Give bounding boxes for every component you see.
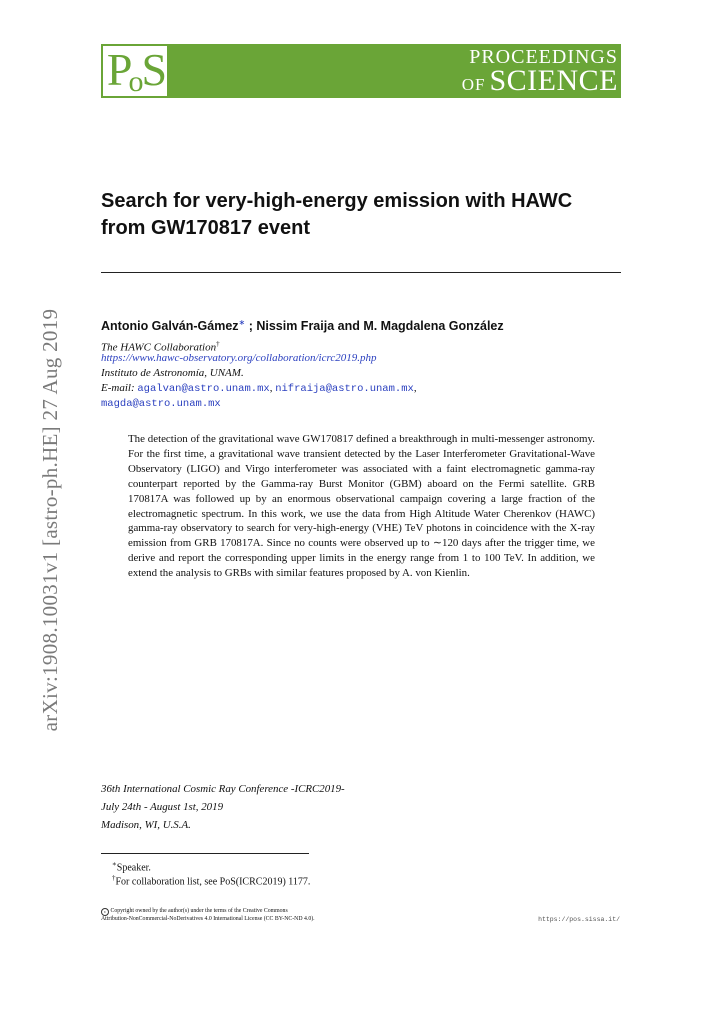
- email-label: E-mail:: [101, 382, 135, 394]
- email-1[interactable]: agalvan@astro.unam.mx: [137, 383, 270, 395]
- footnote-collaboration: †For collaboration list, see PoS(ICRC2019) 1177.: [112, 874, 311, 888]
- pos-logo: PoS: [106, 44, 164, 98]
- footnote-rule: [101, 853, 309, 854]
- conference-dates: July 24th - August 1st, 2019: [101, 801, 224, 813]
- of-science-label: [462, 66, 618, 101]
- speaker-mark: ∗: [238, 318, 246, 327]
- footnote-speaker: ∗Speaker.: [112, 860, 151, 874]
- collaboration-line: The HAWC Collaboration†: [101, 340, 220, 354]
- copyright-icon: c: [101, 908, 109, 916]
- of-label: OF: [461, 75, 486, 94]
- title-rule: [101, 272, 621, 273]
- author-list: [101, 318, 504, 333]
- email-3[interactable]: magda@astro.unam.mx: [101, 398, 221, 410]
- title-line-2: from GW170817 event: [101, 217, 310, 239]
- title-line-1: Search for very-high-energy emission with HAWC: [101, 190, 573, 212]
- paper-title: [101, 188, 621, 242]
- proceedings-label: PROCEEDINGS: [469, 46, 618, 68]
- collaboration-url[interactable]: https://www.hawc-observatory.org/collaboration/icrc2019.php: [101, 352, 377, 364]
- pos-url[interactable]: https://pos.sissa.it/: [538, 916, 620, 923]
- copyright-notice: c Copyright owned by the author(s) under the terms of the Creative Commons Attribution-NonCommercial-NoDerivatives 4.0 International License (CC BY-NC-ND 4.0).: [101, 908, 315, 922]
- author-separator: ;: [245, 319, 257, 334]
- author-first: Antonio Galván-Gámez: [101, 319, 239, 334]
- conference-name: 36th International Cosmic Ray Conference -ICRC2019-: [101, 783, 345, 795]
- science-label: SCIENCE: [489, 64, 618, 97]
- institute: Instituto de Astronomía, UNAM.: [101, 367, 244, 379]
- author-rest: Nissim Fraija and M. Magdalena González: [256, 319, 504, 334]
- abstract: The detection of the gravitational wave GW170817 defined a breakthrough in multi-messenger astronomy. For the first time, a gravitational wave transient detected by the Laser Interferometer Gravitational-Wave Observatory (LIGO) and Virgo interferometer was associated with a faint electromagnetic gamma-ray counterpart reported by the Gamma-ray Burst Monitor (GBM) aboard on the Fermi satellite. GRB 170817A was followed up by an enormous observational campaign covering a large fraction of the electromagnetic spectrum. In this work, we use the data from High Altitude Water Cherenkov (HAWC) gamma-ray observatory to search for very-high-energy (VHE) TeV photons in coincidence with the X-ray emission from GRB 170817A. Since no counts were observed up to ∼120 days after the trigger time, we derive and report the corresponding upper limits in the energy range from 1 to 100 TeV. In addition, we extend the analysis to GRBs with similar features proposed by A. von Kienlin.: [128, 433, 595, 580]
- conference-place: Madison, WI, U.S.A.: [101, 819, 191, 831]
- email-2[interactable]: nifraija@astro.unam.mx: [275, 383, 414, 395]
- email-line-2: [101, 396, 621, 411]
- arxiv-identifier: arXiv:1908.10031v1 [astro-ph.HE] 27 Aug 2019: [38, 308, 62, 732]
- email-line: E-mail: agalvan@astro.unam.mx, nifraija@astro.unam.mx,: [101, 382, 417, 395]
